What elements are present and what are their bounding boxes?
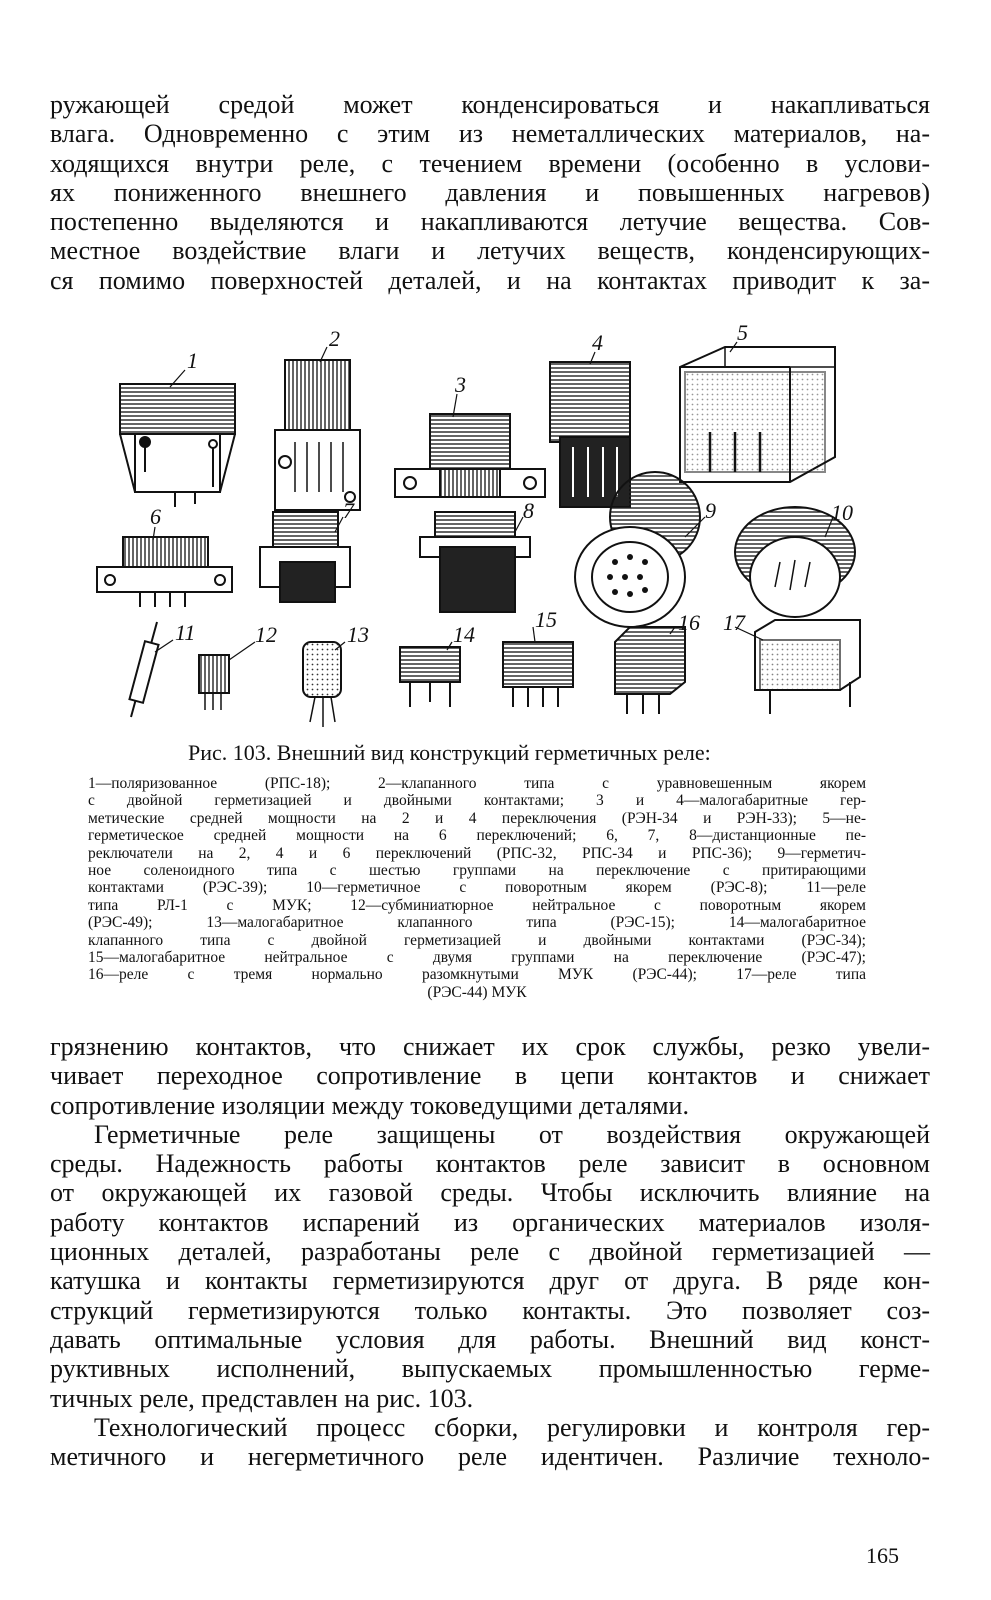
- relay-drawing: [95, 322, 895, 737]
- relay-1: [120, 384, 235, 507]
- text-line: грязнению контактов, что снижает их срок службы, резко увели-: [50, 1032, 930, 1061]
- text-line: Технологический процесс сборки, регулировки и контроля гер-: [94, 1412, 930, 1442]
- relay-illustration: [95, 322, 895, 737]
- page-number: 165: [866, 1543, 899, 1568]
- text-line: работу контактов испарений из органических материалов изоля-: [50, 1207, 930, 1237]
- figure-label-2: 2: [329, 326, 340, 351]
- legend-line: 15—малогабаритное нейтральное с двумя группами на переключение (РЭС-47);: [88, 949, 866, 967]
- relay-7: [260, 512, 350, 602]
- text-line: Герметичные реле защищены от воздействия окружающей: [94, 1119, 930, 1149]
- figure-label-5: 5: [737, 322, 748, 345]
- figure-label-12: 12: [255, 622, 277, 647]
- relay-15: [503, 642, 573, 707]
- text-line: тичных реле, представлен на рис. 103.: [50, 1383, 474, 1413]
- legend-line: типа РЛ-1 с МУК; 12—субминиатюрное нейтральное с поворотным якорем: [88, 896, 866, 914]
- text-line: метичного и негерметичного реле идентичен. Различие техноло-: [50, 1442, 930, 1472]
- legend-line: клапанного типа с двойной герметизацией и двойными контактами (РЭС-34);: [88, 931, 866, 949]
- relay-16: [615, 627, 685, 714]
- figure-label-11: 11: [175, 620, 196, 645]
- legend-line: 16—реле с тремя нормально разомкнутыми МУК (РЭС-44); 17—реле типа: [88, 966, 866, 984]
- figure-label-4: 4: [592, 330, 603, 355]
- relay-13: [303, 642, 341, 727]
- relay-11: [129, 622, 158, 717]
- text-line: сопротивление изоляции между токоведущими деталями.: [50, 1090, 689, 1120]
- figure-legend: [88, 775, 866, 1001]
- text-line: от окружающей их газовой среды. Чтобы исключить влияние на: [50, 1178, 930, 1208]
- figure-label-13: 13: [347, 622, 369, 647]
- figure-label-9: 9: [705, 498, 716, 523]
- legend-line: ное соленоидного типа с шестью группами на переключение с притирающими: [88, 862, 866, 880]
- relay-5: [680, 347, 835, 482]
- figure-label-6: 6: [150, 504, 161, 529]
- bottom-paragraphs: [50, 1032, 930, 1471]
- relay-8: [420, 512, 530, 612]
- figure-caption: Рис. 103. Внешний вид конструкций герметичных реле:: [188, 740, 711, 765]
- figure-label-17: 17: [723, 610, 745, 635]
- legend-line: с двойной герметизацией и двойными контактами; 3 и 4—малогабаритные гер-: [88, 792, 866, 810]
- figure-label-14: 14: [453, 622, 475, 647]
- text-line: местное воздействие влаги и летучих веществ, конденсирующих-: [50, 236, 930, 266]
- text-line: ся помимо поверхностей деталей, и на контактах приводит к за-: [50, 265, 930, 295]
- text-line: струкций герметизируются только контакты. Это позволяет соз-: [50, 1295, 930, 1325]
- relay-3: [395, 414, 545, 497]
- top-paragraph: [50, 90, 930, 295]
- text-line: ционных деталей, разработаны реле с двойной герметизацией —: [50, 1237, 930, 1267]
- text-line: ружающей средой может конденсироваться и накапливаться: [50, 90, 930, 119]
- figure-label-7: 7: [343, 498, 354, 523]
- relay-14: [400, 647, 460, 707]
- text-line: постепенно выделяются и накапливаются летучие вещества. Сов-: [50, 207, 930, 237]
- text-line: среды. Надежность работы контактов реле зависит в основном: [50, 1149, 930, 1179]
- text-line: чивает переходное сопротивление в цепи контактов и снижает: [50, 1061, 930, 1091]
- relay-12: [199, 655, 229, 710]
- legend-line: (РЭС-44) МУК: [427, 983, 527, 1001]
- text-line: влага. Одновременно с этим из неметаллических материалов, на-: [50, 119, 930, 149]
- relay-4: [550, 362, 630, 507]
- text-line: руктивных исполнений, выпускаемых промышленностью герме-: [50, 1354, 930, 1384]
- legend-line: 1—поляризованное (РПС-18); 2—клапанного типа с уравновешенным якорем: [88, 775, 866, 792]
- figure-label-15: 15: [535, 607, 557, 632]
- relay-17: [755, 620, 860, 714]
- relay-2: [275, 360, 360, 510]
- figure-label-3: 3: [455, 372, 466, 397]
- text-line: давать оптимальные условия для работы. Внешний вид конст-: [50, 1324, 930, 1354]
- relay-6: [97, 537, 232, 607]
- legend-line: (РЭС-49); 13—малогабаритное клапанного типа (РЭС-15); 14—малогабаритное: [88, 914, 866, 932]
- text-line: ях пониженного внешнего давления и повышенных нагревов): [50, 177, 930, 207]
- text-line: катушка и контакты герметизируются друг от друга. В ряде кон-: [50, 1266, 930, 1296]
- legend-line: реключатели на 2, 4 и 6 переключений (РПС-32, РПС-34 и РПС-36); 9—герметич-: [88, 844, 866, 862]
- figure-label-8: 8: [523, 498, 534, 523]
- legend-line: контактами (РЭС-39); 10—герметичное с поворотным якорем (РЭС-8); 11—реле: [88, 879, 866, 897]
- figure-label-16: 16: [678, 610, 700, 635]
- text-line: ходящихся внутри реле, с течением времени (особенно в услови-: [50, 148, 930, 178]
- figure-label-1: 1: [187, 348, 198, 373]
- legend-line: герметическое средней мощности на 6 переключений; 6, 7, 8—дистанционные пе-: [88, 827, 866, 845]
- legend-line: метические средней мощности на 2 и 4 переключения (РЭН-34 и РЭН-33); 5—не-: [88, 809, 866, 827]
- figure-label-10: 10: [831, 500, 853, 525]
